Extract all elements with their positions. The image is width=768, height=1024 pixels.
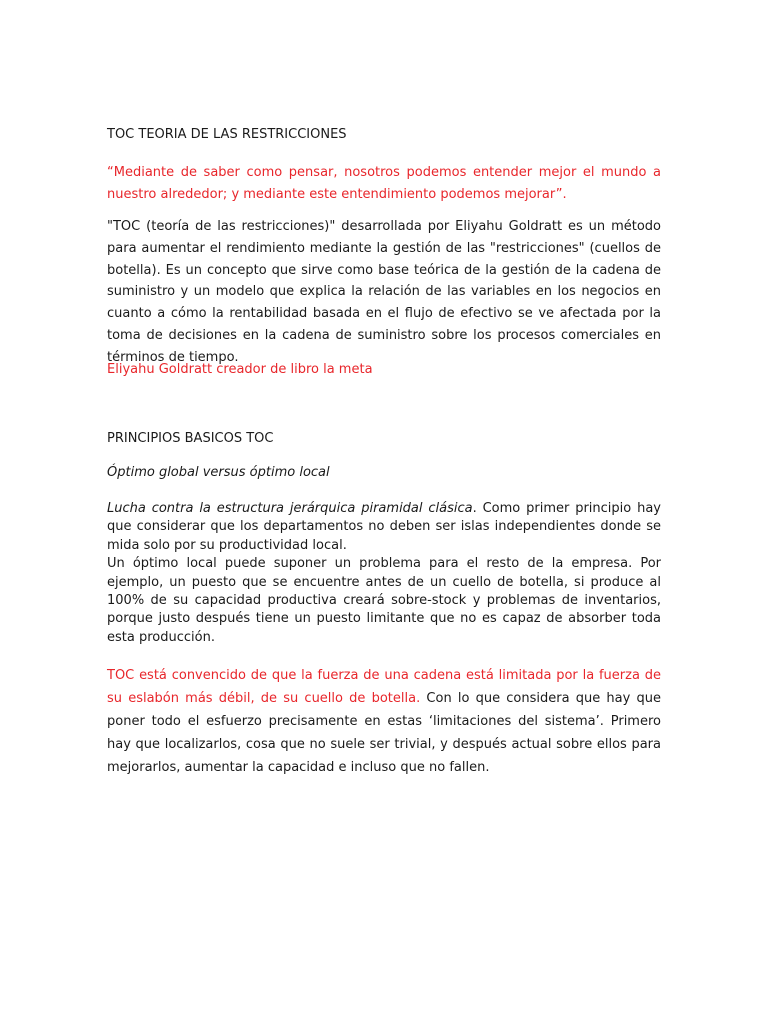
creator-line: Eliyahu Goldratt creador de libro la meta	[107, 362, 373, 377]
rest-text: Con lo que considera que hay que poner todo el esfuerzo precisamente en estas ‘limitaciones del sistema’. Primero hay que localizarlos, cosa que no suele ser trivial, y después actual sobre ellos para mejorarlos, aumentar la capacidad e incluso que no fallen.	[107, 691, 661, 775]
red-lead-text: TOC está convencido de que la fuerza de una cadena está limitada por la fuerza de su eslabón más débil, de su cuello de botella.	[107, 668, 661, 706]
heading-toc: TOC TEORIA DE LAS RESTRICCIONES	[107, 127, 347, 142]
paragraph-optimo	[107, 500, 661, 647]
italic-lead-text: Lucha contra la estructura jerárquica piramidal clásica	[107, 501, 473, 516]
paragraph-toc-definition: "TOC (teoría de las restricciones)" desarrollada por Eliyahu Goldratt es un método para aumentar el rendimiento mediante la gestión de las "restricciones" (cuellos de botella). Es un concepto que sirve como base teórica de la gestión de la cadena de suministro y un modelo que explica la relación de las variables en los negocios en cuanto a cómo la rentabilidad basada en el flujo de efectivo se ve afectada por la toma de decisiones en la cadena de suministro sobre los procesos comerciales en términos de tiempo.	[107, 219, 661, 365]
second-paragraph-text: Un óptimo local puede suponer un problema para el resto de la empresa. Por ejemplo, un puesto que se encuentre antes de un cuello de botella, si produce al 100% de su capacidad productiva creará sobre-stock y problemas de inventarios, porque justo después tiene un puesto limitante que no es capaz de absorber toda esta producción.	[107, 556, 661, 645]
lead-rest-text: . Como primer principio hay que considerar que los departamentos no deben ser islas independientes donde se mida solo por su productividad local.	[107, 501, 661, 553]
quote-text: “Mediante de saber como pensar, nosotros podemos entender mejor el mundo a nuestro alrededor; y mediante este entendimiento podemos mejorar”.	[107, 165, 661, 202]
subtitle-optimo: Óptimo global versus óptimo local	[107, 465, 330, 480]
paragraph-cadena	[107, 664, 661, 779]
heading-principios: PRINCIPIOS BASICOS TOC	[107, 431, 274, 446]
